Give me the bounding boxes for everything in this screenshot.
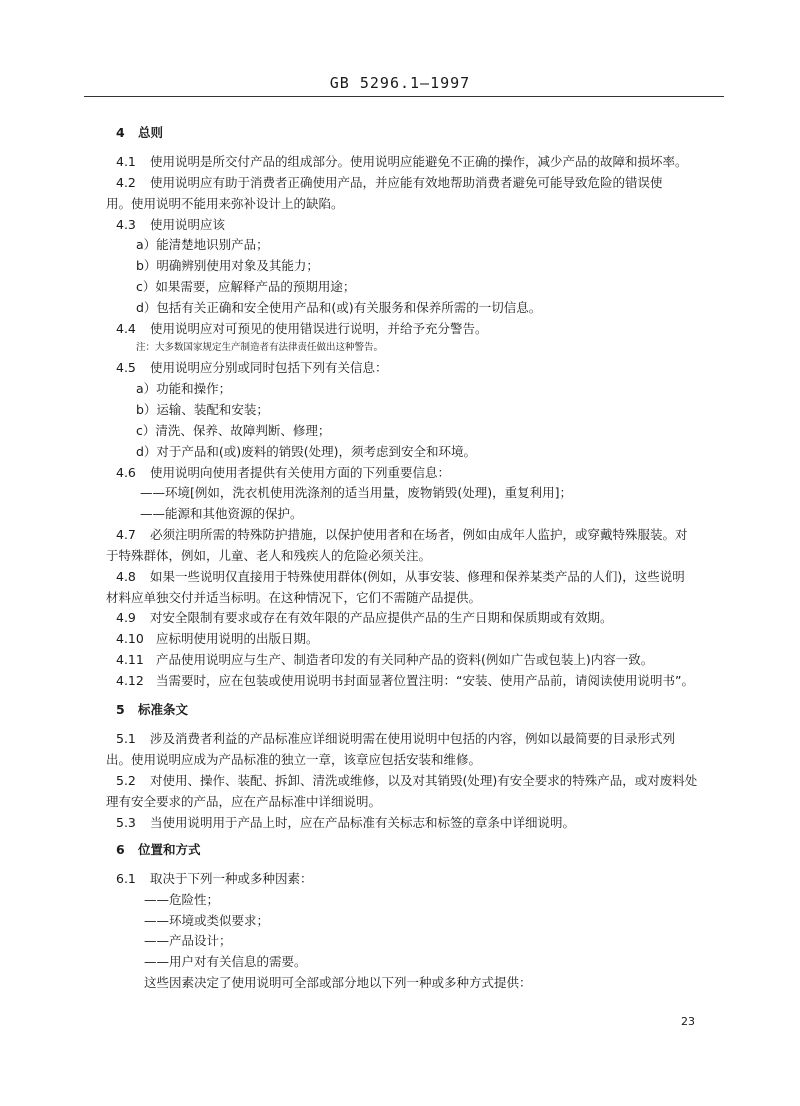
clause-4-11: 4.11 产品使用说明应与生产、制造者印发的有关同种产品的资料(例如广告或包装上)内容一致。 (116, 652, 654, 667)
clause-6-1-tail: 这些因素决定了使用说明可全部或部分地以下列一种或多种方式提供： (144, 975, 532, 990)
clause-4-5: 4.5 使用说明应分别或同时包括下列有关信息： (116, 360, 388, 375)
clause-5-2: 5.2 对使用、操作、装配、拆卸、清洗或维修，以及对其销毁(处理)有安全要求的特殊产品，或对废料处 (116, 773, 698, 788)
list-item: ——产品设计； (144, 933, 232, 948)
list-item: ——环境[例如，洗衣机使用洗涤剂的适当用量，废物销毁(处理)，重复利用]； (140, 485, 573, 500)
clause-4-4-note: 注：大多数国家规定生产制造者有法律责任做出这种警告。 (136, 342, 384, 353)
list-item: ——用户对有关信息的需要。 (144, 954, 307, 969)
section-heading-4: 4 总则 (116, 125, 164, 140)
clause-4-2-continuation: 用。使用说明不能用来弥补设计上的缺陷。 (106, 196, 344, 211)
list-item: d）对于产品和(或)废料的销毁(处理)，须考虑到安全和环境。 (136, 444, 476, 459)
list-item: b）明确辨别使用对象及其能力； (136, 258, 319, 273)
page-number: 23 (681, 1015, 695, 1028)
clause-4-6: 4.6 使用说明向使用者提供有关使用方面的下列重要信息： (116, 465, 451, 480)
clause-6-1: 6.1 取决于下列一种或多种因素： (116, 871, 313, 886)
clause-4-10: 4.10 应标明使用说明的出版日期。 (116, 631, 319, 646)
list-item: ——危险性； (144, 892, 220, 907)
list-item: ——能源和其他资源的保护。 (140, 506, 303, 521)
list-item: c）清洗、保养、故障判断、修理； (136, 423, 331, 438)
clause-5-3: 5.3 当使用说明用于产品上时，应在产品标准有关标志和标签的章条中详细说明。 (116, 815, 576, 830)
clause-4-2: 4.2 使用说明应有助于消费者正确使用产品，并应能有效地帮助消费者避免可能导致危险的错误使 (116, 175, 663, 190)
list-item: a）功能和操作； (136, 381, 232, 396)
header-rule (84, 96, 724, 97)
clause-4-1: 4.1 使用说明是所交付产品的组成部分。使用说明应能避免不正确的操作，减少产品的故障和损坏率。 (116, 154, 688, 169)
list-item: b）运输、装配和安装； (136, 402, 269, 417)
list-item: c）如果需要，应解释产品的预期用途； (136, 279, 356, 294)
clause-5-1: 5.1 涉及消费者利益的产品标准应详细说明需在使用说明中包括的内容，例如以最简要的目录形式列 (116, 731, 676, 746)
clause-5-2-continuation: 理有安全要求的产品，应在产品标准中详细说明。 (106, 794, 382, 809)
list-item: ——环境或类似要求； (144, 913, 270, 928)
clause-4-7: 4.7 必须注明所需的特殊防护措施，以保护使用者和在场者，例如由成年人监护，或穿戴特殊服装。对 (116, 527, 688, 542)
clause-4-9: 4.9 对安全限制有要求或存在有效年限的产品应提供产品的生产日期和保质期或有效期。 (116, 610, 613, 625)
clause-4-12: 4.12 当需要时，应在包装或使用说明书封面显著位置注明：“安装、使用产品前，请阅读使用说明书”。 (116, 673, 694, 688)
clause-4-3: 4.3 使用说明应该 (116, 217, 226, 232)
list-item: a）能清楚地识别产品； (136, 237, 269, 252)
clause-4-8-continuation: 材料应单独交付并适当标明。在这种情况下，它们不需随产品提供。 (106, 590, 482, 605)
clause-4-7-continuation: 于特殊群体，例如，儿童、老人和残疾人的危险必须关注。 (106, 548, 432, 563)
section-heading-6: 6 位置和方式 (116, 842, 201, 857)
clause-5-1-continuation: 出。使用说明应成为产品标准的独立一章，该章应包括安装和维修。 (106, 752, 482, 767)
clause-4-4: 4.4 使用说明应对可预见的使用错误进行说明，并给予充分警告。 (116, 321, 488, 336)
section-heading-5: 5 标准条文 (116, 702, 189, 717)
clause-4-8: 4.8 如果一些说明仅直接用于特殊使用群体(例如，从事安装、修理和保养某类产品的人们)，这些说明 (116, 569, 685, 584)
list-item: d）包括有关正确和安全使用产品和(或)有关服务和保养所需的一切信息。 (136, 300, 542, 315)
standard-header: GB 5296.1—1997 (329, 74, 471, 92)
